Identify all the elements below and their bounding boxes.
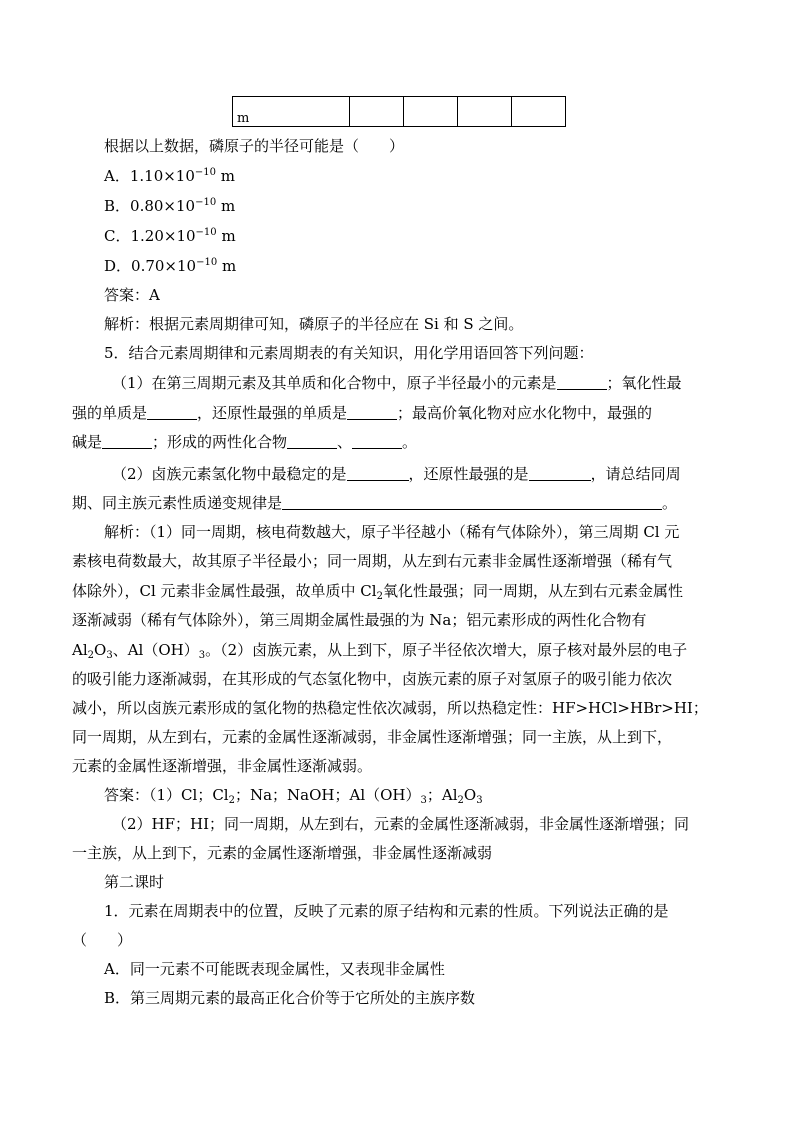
q5-analysis-8: 同一周期，从左到右，元素的金属性逐渐减弱，非金属性逐渐增强；同一主族，从上到下， — [72, 728, 673, 746]
answer-blank — [282, 494, 662, 510]
table-cell — [404, 97, 458, 127]
answer-blank — [347, 465, 409, 481]
q4-option-c: C．$1.20\times 10^{-10}$ m — [104, 227, 236, 245]
table-row — [233, 97, 566, 127]
q5-part1-line1: （1）在第三周期元素及其单质和化合物中，原子半径最小的元素是 ；氧化性最 — [112, 374, 682, 392]
q4-stem: 根据以上数据，磷原子的半径可能是（ ） — [104, 137, 405, 155]
table-cell — [458, 97, 512, 127]
lesson2-q1-stem: 1．元素在周期表中的位置，反映了元素的原子结构和元素的性质。下列说法正确的是 — [104, 902, 669, 920]
lesson-title: 第二课时 — [104, 873, 165, 891]
table-cell — [512, 97, 566, 127]
q5-part2-line2: 期、同主族元素性质递变规律是 。 — [72, 494, 678, 512]
lesson2-q1-option-b: B．第三周期元素的最高正化合价等于它所处的主族序数 — [104, 989, 476, 1007]
q5-answer-1: 答案：（1）Cl；$Cl_2$；Na；NaOH；$Al(OH)_3$；$Al_2O_3$ — [104, 786, 483, 806]
answer-blank — [287, 433, 337, 449]
q4-option-b: B．$0.80\times 10^{-10}$ m — [104, 197, 236, 215]
table-cell — [350, 97, 404, 127]
q5-analysis-9: 元素的金属性逐渐增强，非金属性逐渐减弱。 — [72, 757, 373, 775]
lesson2-q1-paren: （ ） — [72, 931, 133, 949]
q5-analysis-6: 的吸引能力逐渐减弱，在其形成的气态氢化物中，卤族元素的原子对氢原子的吸引能力依次 — [72, 670, 673, 688]
answer-blank — [347, 404, 397, 420]
q5-answer-2: （2）HF；HI；同一周期，从左到右，元素的金属性逐渐减弱，非金属性逐渐增强；同 — [112, 815, 690, 833]
q5-analysis-3: 体除外），Cl 元素非金属性最强，故单质中 $Cl_2$氧化性最强；同一周期，从左到右元素金属性 — [72, 582, 683, 602]
q4-answer: 答案：A — [104, 286, 160, 304]
q5-part1-line3: 碱是 ；形成的两性化合物 、 。 — [72, 433, 418, 451]
answer-blank — [529, 465, 591, 481]
answer-blank — [557, 374, 607, 390]
table-cell: m — [233, 97, 350, 127]
data-table-fragment — [232, 96, 566, 127]
q5-analysis-2: 素核电荷数最大，故其原子半径最小；同一周期，从左到右元素非金属性逐渐增强（稀有气 — [72, 552, 673, 570]
q5-analysis-1: 解析：（1）同一周期，核电荷数越大，原子半径越小（稀有气体除外），第三周期 Cl 元 — [104, 523, 680, 541]
q4-analysis: 解析：根据元素周期律可知，磷原子的半径应在 Si 和 S 之间。 — [104, 315, 524, 333]
q5-analysis-4: 逐渐减弱（稀有气体除外），第三周期金属性最强的为 Na；铝元素形成的两性化合物有 — [72, 611, 647, 629]
q5-analysis-7: 减小，所以卤族元素形成的氢化物的热稳定性依次减弱，所以热稳定性：HF>HCl>HBr>HI； — [72, 699, 708, 717]
q4-option-a: A．$1.10\times 10^{-10}$ m — [104, 167, 236, 185]
q5-answer-3: 一主族，从上到下，元素的金属性逐渐增强，非金属性逐渐减弱 — [72, 844, 493, 862]
answer-blank — [352, 433, 402, 449]
lesson2-q1-option-a: A．同一元素不可能既表现金属性，又表现非金属性 — [104, 960, 445, 978]
q5-part1-line2: 强的单质是 ，还原性最强的单质是 ；最高价氧化物对应水化物中，最强的 — [72, 404, 653, 422]
answer-blank — [147, 404, 197, 420]
q5-stem: 5．结合元素周期律和元素周期表的有关知识，用化学用语回答下列问题： — [104, 344, 594, 362]
q5-analysis-5: $Al_2O_3$、$Al(OH)_3$。（2）卤族元素，从上到下，原子半径依次增大，原子核对最外层的电子 — [72, 641, 688, 661]
q5-part2-line1: （2）卤族元素氢化物中最稳定的是 ，还原性最强的是 ，请总结同周 — [112, 465, 681, 483]
answer-blank — [102, 433, 152, 449]
q4-option-d: D．$0.70\times 10^{-10}$ m — [104, 257, 237, 275]
